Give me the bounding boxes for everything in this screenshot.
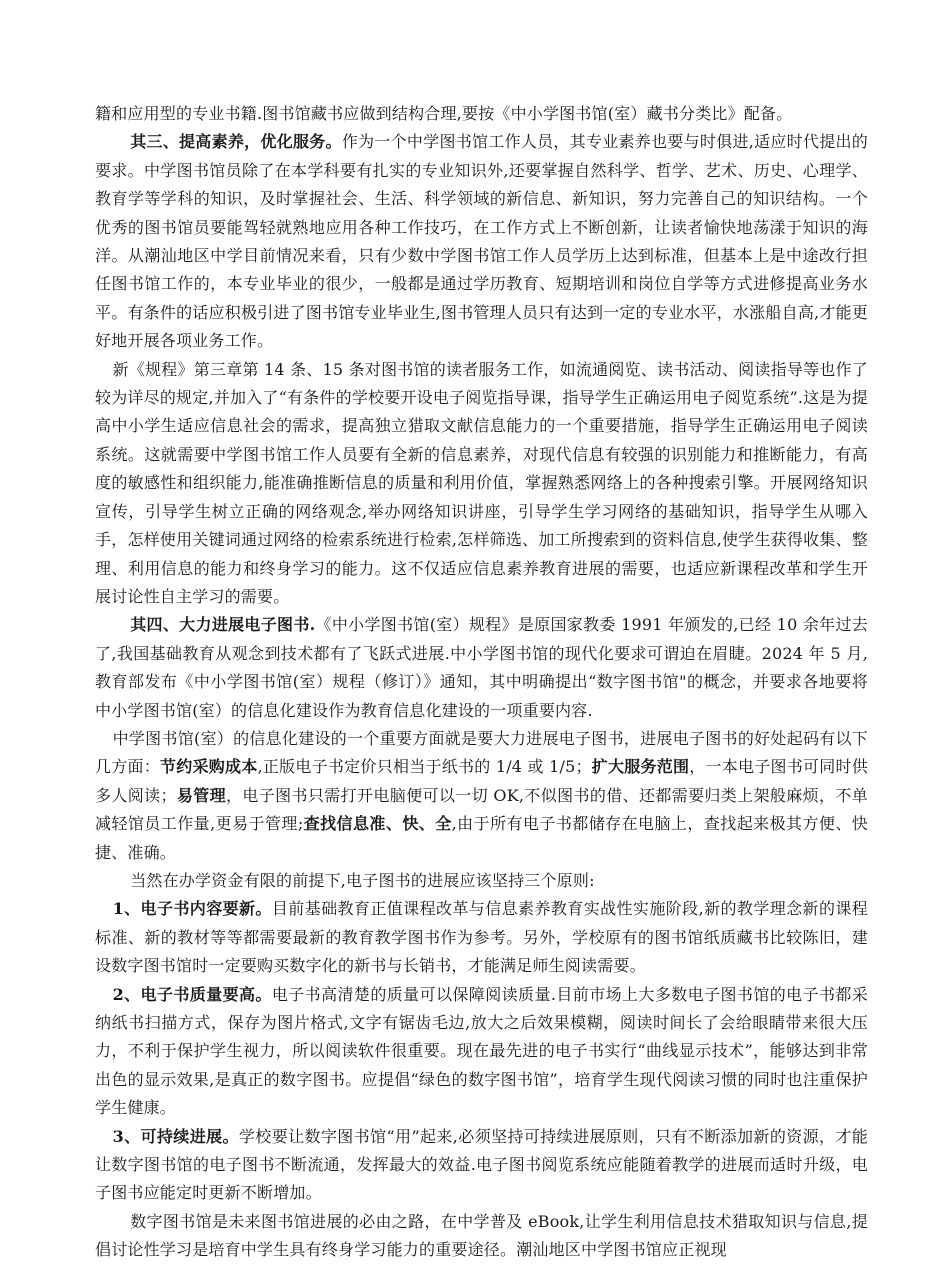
text-run: ，一本电子图书可同时供多人阅读； (95, 757, 869, 805)
paragraph-section-three (95, 128, 868, 355)
text-run: 学校要让数字图书馆“用”起来,必须坚持可持续进展原则，只有不断添加新的资源，才能让数字图书馆的电子图书不断流通，发挥最大的效益.电子图书阅览系统应能随着教学的进展而适时升级，电子图书应能定时更新不断增加。 (95, 1126, 869, 1203)
text-run: 数字图书馆是未来图书馆进展的必由之路，在中学普及 eBook,让学生利用信息技术猎取知识与信息,提倡讨论性学习是培育中学生具有终身学习能力的重要途径。潮汕地区中学图书馆应正视现 (95, 1211, 868, 1260)
text-run: 电子书高清楚的质量可以保障阅读质量.目前市场上大多数电子图书馆的电子书都采纳纸书扫描方式，保存为图片格式,文字有锯齿毛边,放大之后效果模糊，阅读时间长了会给眼睛带来很大压力，不利于保护学生视力，所以阅读软件很重要。现在最先进的电子书实行“曲线显示技术”，能够达到非常出色的显示效果,是真正的数字图书。应提倡“绿色的数字图书馆”，培育学生现代阅读习惯的同时也注重保护学生健康。 (95, 984, 868, 1118)
text-run: 中学图书馆(室）的信息化建设的一个重要方面就是要大力进展电子图书，进展电子图书的好处起码有以下几方面： (95, 728, 868, 777)
section-heading-three: 其三、提高素养，优化服务。 (130, 132, 342, 152)
paragraph-principle-three (95, 1123, 868, 1208)
bold-term: 扩大服务范围 (591, 757, 690, 777)
principle-heading-three: 3、可持续进展。 (112, 1126, 239, 1146)
paragraph-reader-services (95, 356, 868, 612)
text-run: ,由于所有电子书都储存在电脑上，查找起来极其方便、快捷、准确。 (95, 814, 868, 862)
paragraph-ebook-benefits (95, 725, 868, 867)
text-run: ,正版电子书定价只相当于纸书的 1/4 或 1/5； (257, 757, 592, 777)
paragraph-section-four (95, 611, 868, 725)
bold-term: 查找信息准、快、全 (303, 814, 452, 834)
paragraph-conclusion (95, 1208, 868, 1265)
text-run: 新《规程》第三章第 14 条、15 条对图书馆的读者服务工作，如流通阅览、读书活动、阅读指导等也作了较为详尽的规定,并加入了“有条件的学校要开设电子阅览指导课，指导学生正确运用电子阅览系统”.这是为提高中小学生适应信息社会的需求，提高独立猎取文献信息能力的一个重要措施，指导学生正确运用电子阅读系统。这就需要中学图书馆工作人员要有全新的信息素养，对现代信息有较强的识别能力和推断能力，有高度的敏感性和组织能力,能准确推断信息的质量和利用价值，掌握熟悉网络上的各种搜索引擎。开展网络知识宣传，引导学生树立正确的网络观念,举办网络知识讲座，引导学生学习网络的基础知识，指导学生从哪入手，怎样使用关键词通过网络的检索系统进行检索,怎样筛选、加工所搜索到的资料信息,使学生获得收集、整理、利用信息的能力和终身学习的能力。这不仅适应信息素养教育进展的需要，也适应新课程改革和学生开展讨论性自主学习的需要。 (95, 359, 868, 606)
text-run: 目前基础教育正值课程改革与信息素养教育实战性实施阶段,新的教学理念新的课程标准、新的教材等等都需要最新的教育教学图书作为参考。另外，学校原有的图书馆纸质藏书比较陈旧，建设数字图书馆时一定要购买数字化的新书与长销书，才能满足师生阅读需要。 (95, 899, 868, 976)
text-run: ，电子图书只需打开电脑便可以一切 OK,不似图书的借、还都需要归类上架般麻烦，不单减轻馆员工作量,更易于管理; (95, 785, 868, 834)
principle-heading-one: 1、电子书内容要新。 (112, 899, 272, 919)
bold-term: 节约采购成本 (160, 757, 258, 777)
text-run: 籍和应用型的专业书籍.图书馆藏书应做到结构合理,要按《中小学图书馆(室）藏书分类比》配备。 (95, 104, 793, 123)
text-run: 当然在办学资金有限的前提下,电子图书的进展应该坚持三个原则: (130, 870, 595, 890)
paragraph-collection-tail (95, 100, 868, 128)
text-run: 《中小学图书馆(室）规程》是原国家教委 1991 年颁发的,已经 10 余年过去了,我国基础教育从观念到技术都有了飞跃式进展.中小学图书馆的现代化要求可谓迫在眉睫。2024 年 5 月,教育部发布《中小学图书馆(室）规程（修订）》通知，其中明确提出“数字图书馆"的概念，并要求各地要将中小学图书馆(室）的信息化建设作为教育信息化建设的一项重要内容. (95, 615, 868, 720)
bold-term: 易管理 (176, 785, 226, 805)
paragraph-principle-one (95, 895, 868, 980)
paragraph-three-principles (95, 867, 868, 895)
principle-heading-two: 2、电子书质量要高。 (112, 984, 272, 1004)
section-heading-four: 其四、大力进展电子图书. (130, 615, 316, 635)
paragraph-principle-two (95, 981, 868, 1123)
text-run: 作为一个中学图书馆工作人员，其专业素养也要与时俱进,适应时代提出的要求。中学图书馆员除了在本学科要有扎实的专业知识外,还要掌握自然科学、哲学、艺术、历史、心理学、教育学等学科的知识，及时掌握社会、生活、科学领域的新信息、新知识，努力完善自己的知识结构。一个优秀的图书馆员要能驾轻就熟地应用各种工作技巧，在工作方式上不断创新，让读者愉快地荡漾于知识的海洋。从潮汕地区中学目前情况来看，只有少数中学图书馆工作人员学历上达到标准，但基本上是中途改行担任图书馆工作的，本专业毕业的很少，一般都是通过学历教育、短期培训和岗位自学等方式进修提高业务水平。有条件的话应积极引进了图书馆专业毕业生,图书管理人员只有达到一定的专业水平，水涨船自高,才能更好地开展各项业务工作。 (95, 132, 868, 351)
